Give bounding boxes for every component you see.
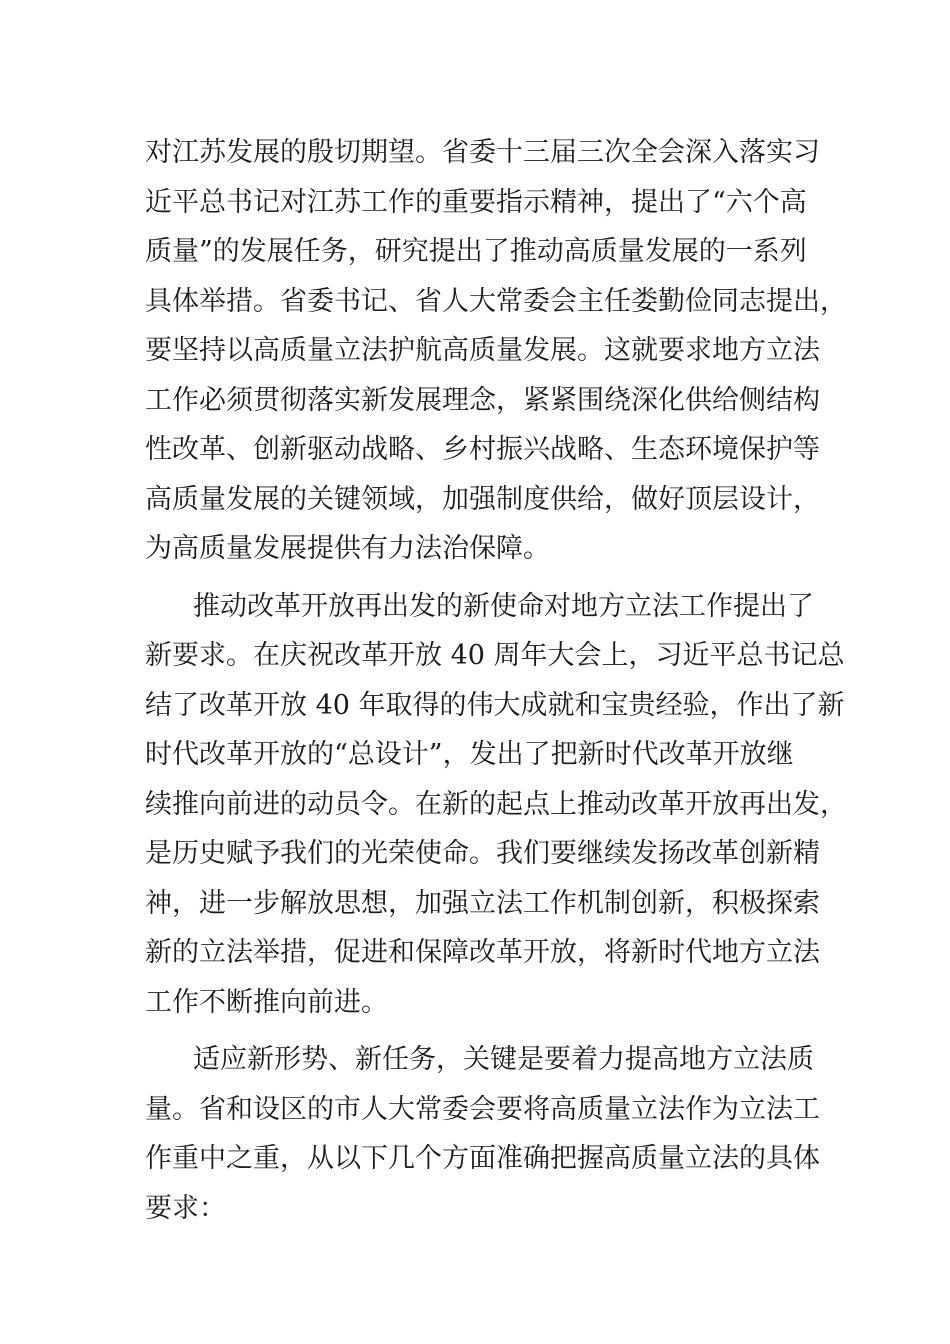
text-line: 高质量发展的关键领域，加强制度供给，做好顶层设计，	[145, 483, 820, 515]
paragraph-spacer	[145, 1027, 805, 1035]
text-line: 结了改革开放 40 年取得的伟大成就和宝贵经验，作出了新	[145, 689, 845, 721]
text-line: 质量”的发展任务，研究提出了推动高质量发展的一系列	[145, 236, 807, 267]
paragraph-2	[145, 582, 847, 1028]
text-line: 性改革、创新驱动战略、乡村振兴战略、生态环境保护等	[145, 434, 820, 465]
document-body	[145, 128, 847, 1233]
text-line: 作重中之重，从以下几个方面准确把握高质量立法的具体	[145, 1143, 820, 1174]
text-line: 续推向前进的动员令。在新的起点上推动改革开放再出发，	[145, 788, 847, 820]
text-line: 要坚持以高质量立法护航高质量发展。这就要求地方立法	[145, 335, 820, 366]
text-line: 新的立法举措，促进和保障改革开放，将新时代地方立法	[145, 937, 820, 968]
paragraph-spacer	[145, 574, 805, 582]
text-line: 是历史赋予我们的光荣使命。我们要继续发扬改革创新精	[145, 838, 820, 869]
text-line: 对江苏发展的殷切期望。省委十三届三次全会深入落实习	[145, 137, 820, 168]
text-line: 量。省和设区的市人大常委会要将高质量立法作为立法工	[145, 1093, 820, 1125]
text-line: 近平总书记对江苏工作的重要指示精神，提出了“六个高	[145, 186, 807, 218]
paragraph-3	[145, 1035, 820, 1233]
paragraph-1	[145, 128, 847, 574]
text-line: 推动改革开放再出发的新使命对地方立法工作提出了	[193, 590, 814, 622]
text-line: 时代改革开放的“总设计”，发出了把新时代改革开放继	[145, 739, 794, 770]
text-line: 新要求。在庆祝改革开放 40 周年大会上，习近平总书记总	[145, 640, 845, 671]
text-line: 工作不断推向前进。	[145, 986, 388, 1018]
text-line: 具体举措。省委书记、省人大常委会主任娄勤俭同志提出，	[145, 285, 847, 317]
text-line: 神，进一步解放思想，加强立法工作机制创新，积极探索	[145, 887, 820, 919]
text-line: 适应新形势、新任务，关键是要着力提高地方立法质	[193, 1044, 814, 1075]
text-line: 为高质量发展提供有力法治保障。	[145, 533, 550, 564]
text-line: 要求：	[145, 1192, 226, 1224]
text-line: 工作必须贯彻落实新发展理念，紧紧围绕深化供给侧结构	[145, 384, 820, 416]
